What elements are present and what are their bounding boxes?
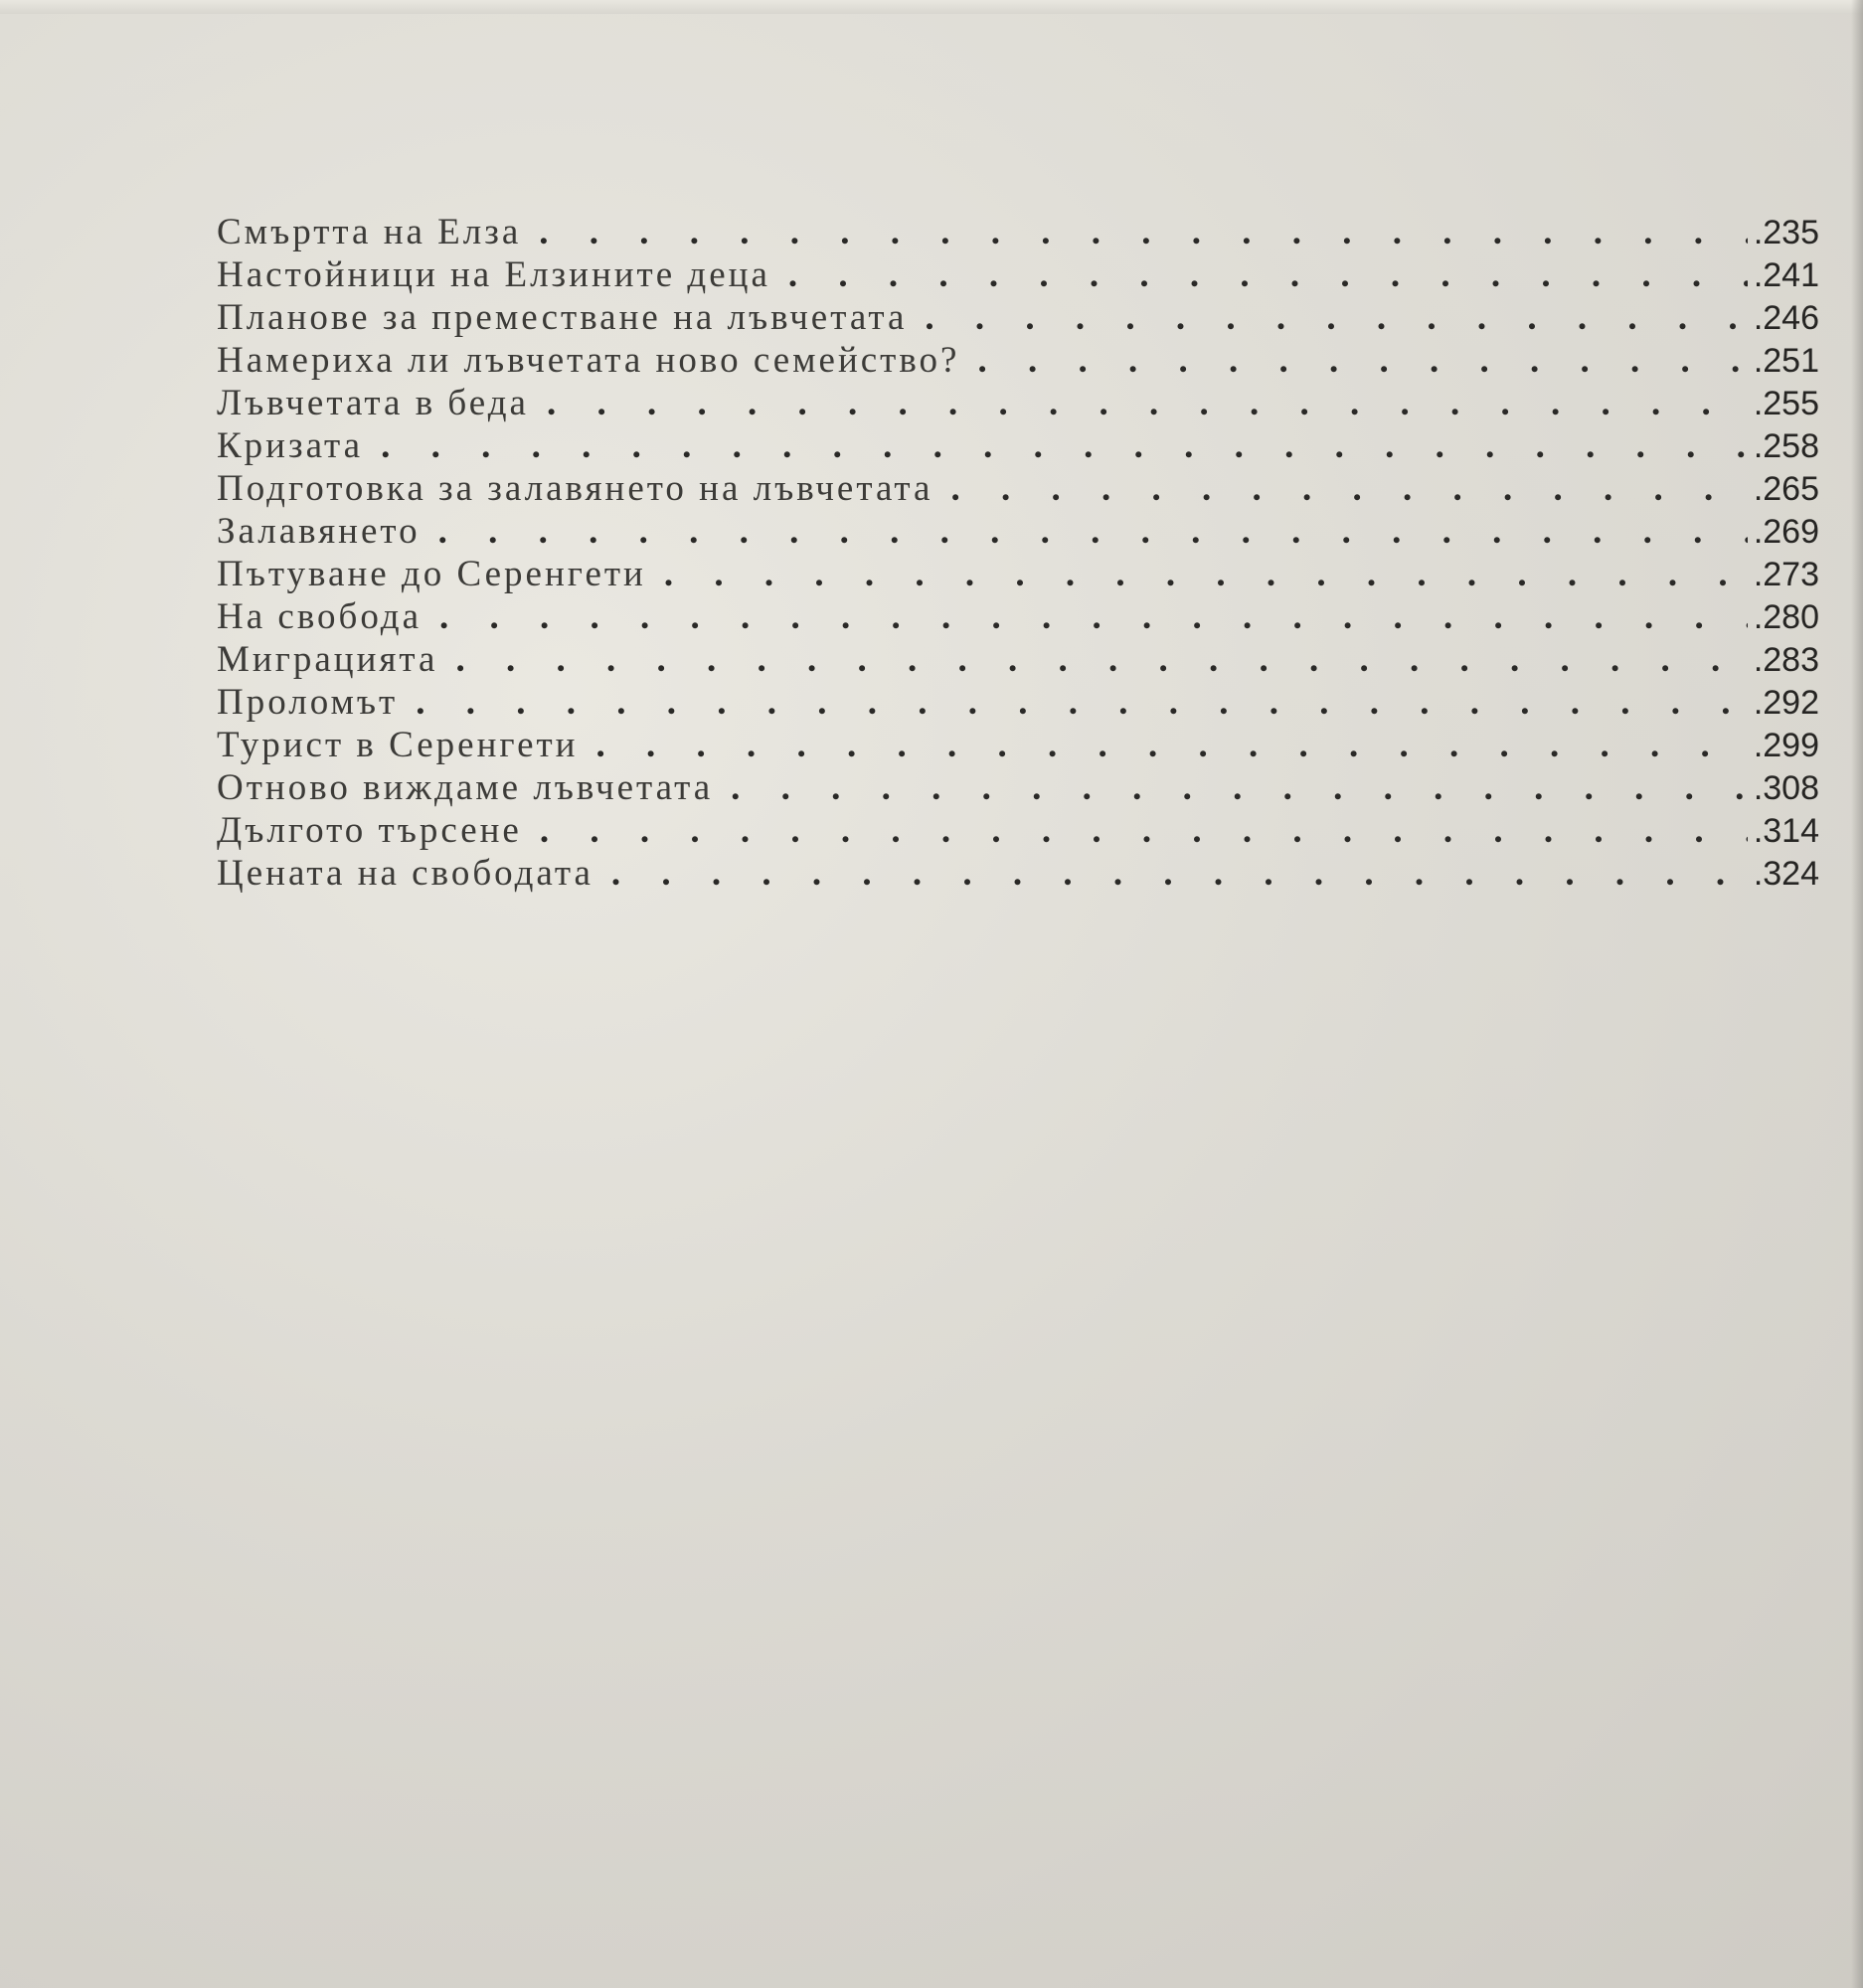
toc-entry-title: Миграцията: [217, 639, 438, 680]
toc-entry-page: .255: [1753, 385, 1819, 422]
toc-entry-page: .269: [1753, 513, 1819, 551]
toc-entry: [217, 852, 1819, 895]
toc-entry-page: .299: [1753, 727, 1819, 764]
toc-entry: [217, 724, 1819, 766]
toc-entry-page: .258: [1753, 427, 1819, 465]
toc-entry-title: Отново виждаме лъвчетата: [217, 767, 714, 808]
toc-entry: [217, 809, 1819, 852]
toc-entry-title: Смъртта на Елза: [217, 212, 522, 252]
toc-entry-title: Проломът: [217, 682, 399, 723]
toc-dot-leader: [547, 382, 1748, 424]
toc-entry-title: Лъвчетата в беда: [217, 383, 529, 423]
toc-dot-leader: [788, 253, 1748, 296]
page-top-edge: [0, 0, 1863, 14]
toc-entry-page: .246: [1753, 299, 1819, 337]
table-of-contents: [217, 211, 1819, 895]
toc-entry: [217, 296, 1819, 339]
toc-entry-page: .308: [1753, 769, 1819, 807]
toc-entry: [217, 681, 1819, 724]
toc-dot-leader: [540, 809, 1748, 852]
toc-dot-leader: [416, 681, 1748, 724]
toc-entry-page: .292: [1753, 684, 1819, 722]
toc-entry: [217, 510, 1819, 553]
toc-entry-title: Турист в Серенгети: [217, 725, 579, 765]
page-right-edge: [1851, 0, 1863, 1988]
toc-entry-page: .324: [1753, 855, 1819, 893]
toc-entry: [217, 553, 1819, 595]
toc-entry-title: Намериха ли лъвчетата ново семейство?: [217, 340, 960, 381]
toc-dot-leader: [455, 638, 1747, 681]
toc-entry-title: Настойници на Елзините деца: [217, 254, 770, 295]
toc-dot-leader: [731, 766, 1748, 809]
toc-entry-title: Планове за преместване на лъвчетата: [217, 297, 908, 338]
toc-entry-page: .251: [1753, 342, 1819, 380]
toc-dot-leader: [950, 467, 1747, 510]
toc-entry: [217, 211, 1819, 253]
toc-entry-page: .314: [1753, 812, 1819, 850]
toc-entry-title: Дългото търсене: [217, 810, 522, 851]
toc-dot-leader: [539, 211, 1748, 253]
toc-entry-page: .235: [1753, 214, 1819, 251]
toc-dot-leader: [595, 724, 1747, 766]
toc-entry-page: .283: [1753, 641, 1819, 679]
toc-dot-leader: [925, 296, 1747, 339]
toc-entry: [217, 424, 1819, 467]
toc-entry: [217, 638, 1819, 681]
toc-entry-title: На свобода: [217, 596, 423, 637]
toc-entry-title: Подготовка за залавянето на лъвчетата: [217, 468, 933, 509]
toc-dot-leader: [381, 424, 1748, 467]
toc-entry-page: .273: [1753, 556, 1819, 593]
toc-entry: [217, 766, 1819, 809]
toc-entry-title: Кризата: [217, 425, 364, 466]
toc-dot-leader: [664, 553, 1748, 595]
toc-entry: [217, 382, 1819, 424]
toc-dot-leader: [611, 852, 1748, 895]
toc-entry-page: .280: [1753, 598, 1819, 636]
toc-entry-page: .265: [1753, 470, 1819, 508]
toc-dot-leader: [438, 510, 1748, 553]
toc-entry: [217, 595, 1819, 638]
toc-entry-title: Цената на свободата: [217, 853, 593, 894]
toc-entry-title: Залавянето: [217, 511, 421, 552]
toc-entry-page: .241: [1753, 256, 1819, 294]
toc-entry-title: Пътуване до Серенгети: [217, 554, 646, 594]
toc-entry: [217, 339, 1819, 382]
toc-dot-leader: [977, 339, 1747, 382]
toc-entry: [217, 253, 1819, 296]
toc-entry: [217, 467, 1819, 510]
toc-dot-leader: [439, 595, 1748, 638]
